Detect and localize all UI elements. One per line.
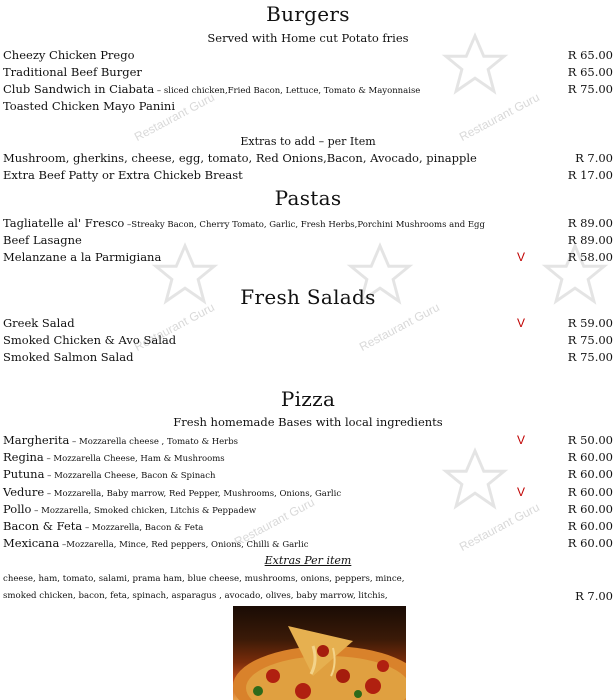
burgers-extras-title: Extras to add – per Item xyxy=(240,135,376,148)
item-price: R 50.00 xyxy=(567,433,613,447)
item-name: Pollo xyxy=(3,502,32,516)
item-name: Cheezy Chicken Prego xyxy=(3,48,135,62)
item-price: R 59.00 xyxy=(567,316,613,330)
watermark-text: Restaurant Guru xyxy=(131,89,217,145)
vegetarian-marker: V xyxy=(517,485,526,499)
section-title-burgers: Burgers xyxy=(266,2,350,26)
menu-item xyxy=(3,466,613,483)
menu-item xyxy=(3,518,613,535)
menu-item xyxy=(3,332,613,349)
watermark-text: Restaurant Guru xyxy=(356,299,442,355)
item-name: Club Sandwich in Ciabata xyxy=(3,82,155,96)
item-description: –Mozzarella, Mince, Red peppers, Onions, Chilli & Garlic xyxy=(59,540,309,550)
watermark-text: Restaurant Guru xyxy=(456,499,542,555)
menu-item xyxy=(3,249,613,266)
extra-item xyxy=(3,167,613,184)
item-description: – sliced chicken,Fried Bacon, Lettuce, Tomato & Mayonnaise xyxy=(154,86,421,96)
item-price: R 65.00 xyxy=(567,48,613,62)
menu-item xyxy=(3,47,613,64)
menu-item xyxy=(3,232,613,249)
pizza-extras-title: Extras Per item xyxy=(264,554,352,567)
menu-item xyxy=(3,484,613,501)
item-price: R 75.00 xyxy=(567,333,613,347)
item-description: – Mozzarella, Baby marrow, Red Pepper, Mushrooms, Onions, Garlic xyxy=(44,489,342,499)
pizza-extras-line: smoked chicken, bacon, feta, spinach, asparagus , avocado, olives, baby marrow, litchis, xyxy=(3,591,388,601)
vegetarian-marker: V xyxy=(517,316,526,330)
item-name: Vedure xyxy=(3,485,45,499)
section-title-pizza: Pizza xyxy=(280,387,336,411)
vegetarian-marker: V xyxy=(517,250,526,264)
watermark-text: Restaurant Guru xyxy=(231,494,317,550)
extra-price: R 17.00 xyxy=(567,168,613,182)
watermark-text: Restaurant Guru xyxy=(456,89,542,145)
item-price: R 60.00 xyxy=(567,450,613,464)
item-name: Traditional Beef Burger xyxy=(3,65,142,79)
vegetarian-marker: V xyxy=(517,433,526,447)
item-price: R 58.00 xyxy=(567,250,613,264)
item-name: Margherita xyxy=(3,433,70,447)
item-price: R 60.00 xyxy=(567,519,613,533)
item-price: R 75.00 xyxy=(567,82,613,96)
extra-name: Mushroom, gherkins, cheese, egg, tomato, Red Onions,Bacon, Avocado, pinapple xyxy=(3,151,477,165)
item-description: – Mozzarella Cheese, Ham & Mushrooms xyxy=(43,454,225,464)
pizza-extras-price-row xyxy=(3,588,613,605)
extra-item xyxy=(3,150,613,167)
item-name: Melanzane a la Parmigiana xyxy=(3,250,162,264)
menu-item xyxy=(3,432,613,449)
extra-price: R 7.00 xyxy=(575,151,613,165)
item-name: Smoked Chicken & Avo Salad xyxy=(3,333,177,347)
item-name: Putuna xyxy=(3,467,45,481)
pizza-illustration xyxy=(233,606,406,700)
extra-name: Extra Beef Patty or Extra Chickeb Breast xyxy=(3,168,243,182)
menu-item xyxy=(3,449,613,466)
item-name: Greek Salad xyxy=(3,316,75,330)
menu-item xyxy=(3,535,613,552)
item-price: R 89.00 xyxy=(567,233,613,247)
item-name: Mexicana xyxy=(3,536,60,550)
pizza-extras-line: cheese, ham, tomato, salami, prama ham, blue cheese, mushrooms, onions, peppers, mince, xyxy=(3,574,405,584)
menu-item xyxy=(3,64,613,81)
item-description: –Streaky Bacon, Cherry Tomato, Garlic, Fresh Herbs,Porchini Mushrooms and Egg xyxy=(124,220,485,230)
pizza-subtitle: Fresh homemade Bases with local ingredients xyxy=(173,415,443,429)
menu-item xyxy=(3,81,613,98)
item-price: R 65.00 xyxy=(567,65,613,79)
menu-item xyxy=(3,215,613,232)
watermark-text: Restaurant Guru xyxy=(131,299,217,355)
item-description: – Mozzarella Cheese, Bacon & Spinach xyxy=(44,471,216,481)
menu-item xyxy=(3,315,613,332)
item-price: R 75.00 xyxy=(567,350,613,364)
item-description: – Mozzarella, Smoked chicken, Litchis & Peppadew xyxy=(31,506,257,516)
item-description: – Mozzarella, Bacon & Feta xyxy=(82,523,204,533)
pizza-photo xyxy=(233,606,406,700)
item-price: R 60.00 xyxy=(567,485,613,499)
item-name: Smoked Salmon Salad xyxy=(3,350,134,364)
item-price: R 89.00 xyxy=(567,216,613,230)
menu-item xyxy=(3,349,613,366)
item-price: R 60.00 xyxy=(567,502,613,516)
item-price: R 60.00 xyxy=(567,467,613,481)
menu-item xyxy=(3,98,613,115)
extra-price: R 7.00 xyxy=(575,589,613,603)
menu-item xyxy=(3,501,613,518)
item-name: Regina xyxy=(3,450,44,464)
item-name: Tagliatelle al' Fresco xyxy=(3,216,125,230)
item-description: – Mozzarella cheese , Tomato & Herbs xyxy=(69,437,239,447)
item-name: Beef Lasagne xyxy=(3,233,82,247)
item-name: Bacon & Feta xyxy=(3,519,83,533)
section-title-pastas: Pastas xyxy=(274,186,342,210)
item-name: Toasted Chicken Mayo Panini xyxy=(3,99,176,113)
item-price: R 60.00 xyxy=(567,536,613,550)
section-title-salads: Fresh Salads xyxy=(240,285,376,309)
burgers-subtitle: Served with Home cut Potato fries xyxy=(207,31,409,45)
